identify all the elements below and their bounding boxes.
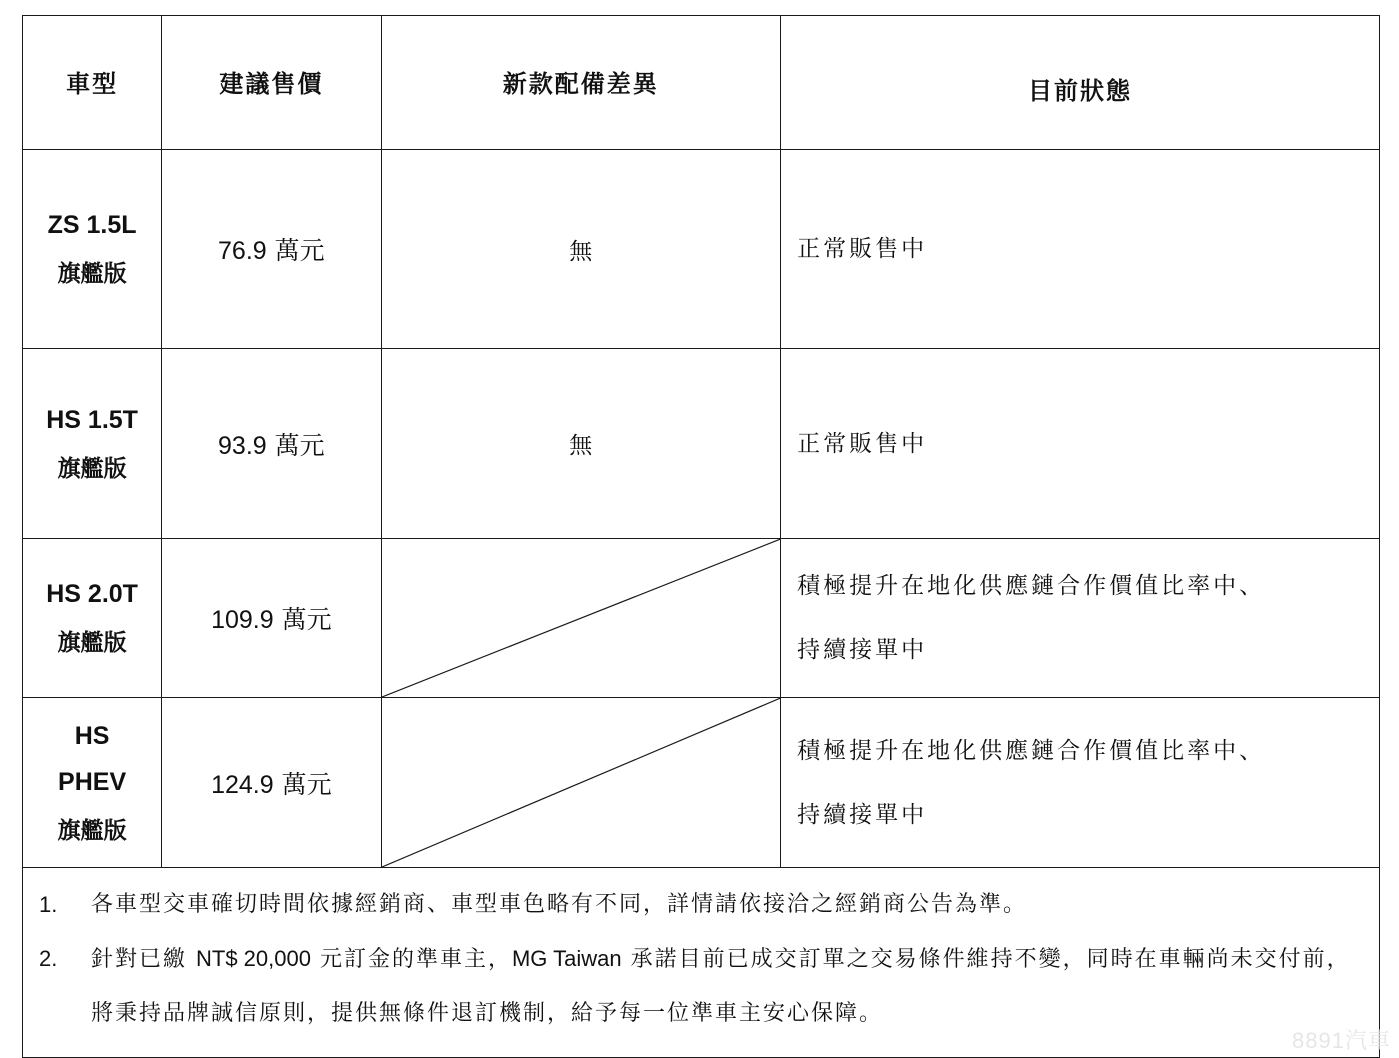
model-cell	[23, 150, 162, 349]
watermark-logo: 8891汽車	[1292, 1028, 1391, 1053]
diagonal-strike-line	[382, 539, 781, 697]
price-cell	[162, 698, 381, 868]
price-number: 76.9	[218, 237, 267, 265]
note-text	[91, 932, 1363, 1041]
header-diff: 新款配備差異	[381, 16, 781, 150]
diff-cell: 無	[381, 150, 781, 349]
status-cell: 正常販售中	[781, 150, 1380, 349]
model-status-table	[22, 15, 1380, 1058]
price-unit: 萬元	[274, 236, 325, 265]
model-cell	[23, 698, 162, 868]
header-model: 車型	[23, 16, 162, 150]
status-line: 持續接單中	[797, 637, 928, 663]
table-row	[23, 150, 1380, 349]
status-cell: 正常販售中	[781, 349, 1380, 539]
brand-name: MG Taiwan	[511, 946, 622, 971]
header-price: 建議售價	[162, 16, 381, 150]
price-unit: 萬元	[274, 430, 325, 460]
status-cell	[781, 698, 1380, 868]
note-text-part: 元訂金的準車主，	[310, 947, 512, 972]
note-text-part: 承諾目前已成交訂單之交易條件維持不變，同時在車輛尚未交付前，將秉持品牌誠信原則，提供無條件退訂機制，給予每一位準車主安心保障。	[91, 947, 1351, 1026]
table-row	[23, 698, 1380, 868]
note-item	[39, 932, 1363, 1041]
price-number: 109.9	[211, 606, 274, 634]
note-text-part: 針對已繳	[91, 947, 196, 972]
note-number: 2.	[39, 946, 58, 971]
status-line: 持續接單中	[797, 801, 928, 828]
table-row	[23, 349, 1380, 539]
deposit-amount: NT$ 20,000	[196, 946, 311, 971]
table-row	[23, 539, 1380, 698]
table-header-row	[23, 16, 1380, 150]
note-number: 1.	[39, 892, 58, 917]
price-cell	[162, 150, 381, 349]
price-unit: 萬元	[281, 605, 332, 634]
model-trim: 旗艦版	[57, 260, 127, 288]
diff-cell: 無	[381, 349, 781, 539]
note-item	[39, 878, 1363, 932]
model-code: PHEV	[58, 767, 127, 796]
model-trim: 旗艦版	[57, 816, 127, 844]
diagonal-strike-line	[382, 698, 781, 867]
model-code: HS 2.0T	[46, 580, 138, 609]
price-unit: 萬元	[281, 769, 332, 799]
notes-row	[23, 868, 1380, 1058]
model-trim: 旗艦版	[57, 454, 127, 482]
model-code: HS	[74, 721, 110, 750]
note-text: 各車型交車確切時間依據經銷商、車型車色略有不同，詳情請依接洽之經銷商公告為準。	[91, 892, 1028, 917]
status-line: 積極提升在地化供應鏈合作價值比率中、	[797, 573, 1266, 599]
price-number: 93.9	[218, 431, 267, 460]
price-cell	[162, 539, 381, 698]
diff-cell-crossed	[381, 539, 781, 698]
model-cell	[23, 539, 162, 698]
header-status: 目前狀態	[781, 16, 1380, 150]
model-cell	[23, 349, 162, 539]
status-line: 積極提升在地化供應鏈合作價值比率中、	[797, 737, 1266, 764]
status-cell	[781, 539, 1380, 698]
model-trim: 旗艦版	[57, 629, 127, 657]
price-cell	[162, 349, 381, 539]
model-code: HS 1.5T	[46, 405, 138, 434]
model-code: ZS 1.5L	[47, 211, 137, 240]
price-number: 124.9	[211, 770, 274, 799]
diff-cell-crossed	[381, 698, 781, 868]
notes-cell	[23, 868, 1380, 1058]
